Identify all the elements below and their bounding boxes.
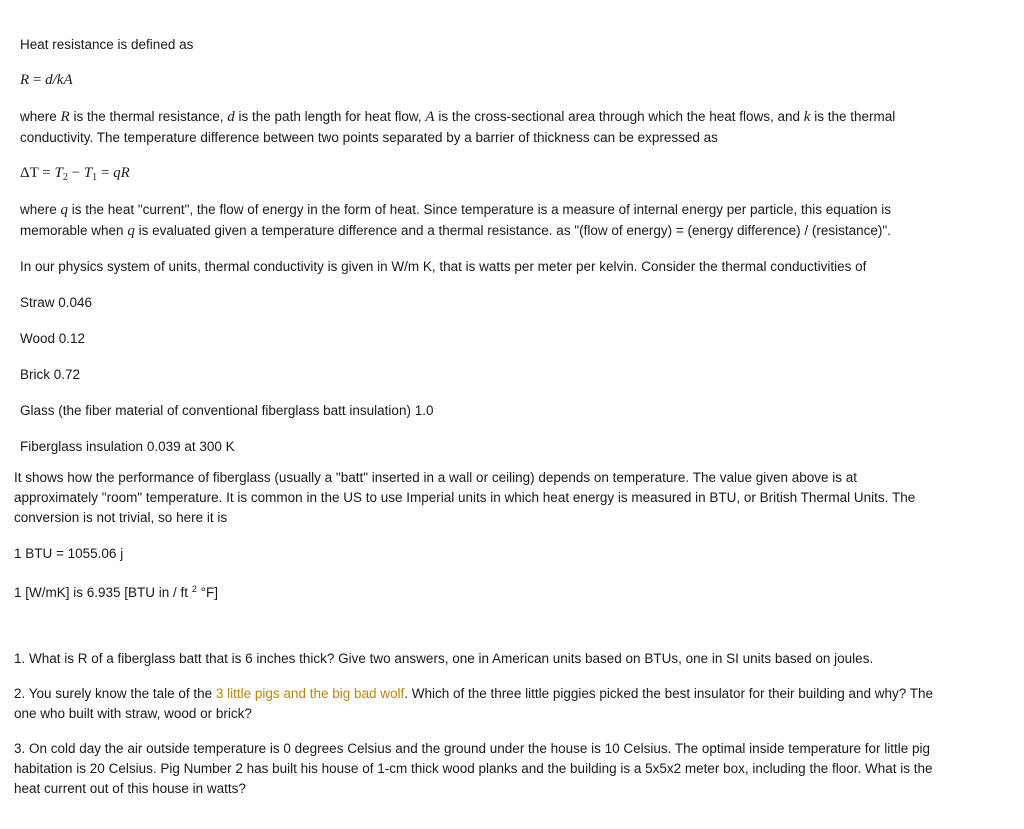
text-span: where <box>20 109 61 124</box>
symbol-qr: qR <box>113 165 130 181</box>
text-span: 2. You surely know the tale of the <box>14 686 216 701</box>
question-2-line-2: one who built with straw, wood or brick? <box>14 706 252 721</box>
btu-conversion: 1 BTU = 1055.06 j <box>14 546 124 561</box>
paragraph-line-1: It shows how the performance of fiberglass (usually a "batt" inserted in a wall or ceiling) depends on temperature. The value given above is at <box>14 470 858 485</box>
question-3-line-3: heat current out of this house in watts? <box>14 781 246 796</box>
equals-sign: = <box>97 165 114 181</box>
question-3-line-2: habitation is 20 Celsius. Pig Number 2 has built his house of 1-cm thick wood planks and the building is a 5x5x2 meter box, including the floor. What is the <box>14 761 933 776</box>
symbol-delta-t: ΔT <box>20 165 39 181</box>
where2-line-2 <box>20 221 891 242</box>
text-span: . Which of the three little piggies picked the best insulator for their building and why? The <box>404 686 934 701</box>
material-brick: Brick 0.72 <box>20 367 81 382</box>
symbol-a: A <box>425 109 435 125</box>
text-span: is the heat "current", the flow of energy in the form of heat. Since temperature is a measure of internal energy per particle, this equation is <box>68 202 892 217</box>
material-glass: Glass (the fiber material of conventional fiberglass batt insulation) 1.0 <box>20 403 434 418</box>
symbol-q: q <box>127 223 135 239</box>
three-pigs-link[interactable]: 3 little pigs and the big bad wolf <box>215 686 405 701</box>
material-straw: Straw 0.046 <box>20 295 93 310</box>
text-span: is the thermal <box>810 109 896 124</box>
equals-sign: = <box>29 72 46 88</box>
subscript: 2 <box>62 172 68 183</box>
material-wood: Wood 0.12 <box>20 331 86 346</box>
symbol-q: q <box>60 202 69 218</box>
text-span: memorable when <box>20 223 128 238</box>
where-line-1 <box>20 107 895 128</box>
symbol-r: R <box>60 109 70 125</box>
paragraph-line-3: conversion is not trivial, so here it is <box>14 510 228 525</box>
text-span: °F] <box>196 585 218 600</box>
text-span: where <box>20 202 61 217</box>
question-3-line-1: 3. On cold day the air outside temperature is 0 degrees Celsius and the ground under the house is 10 Celsius. The optimal inside temperature for little pig <box>14 741 931 756</box>
text-span: is evaluated given a temperature difference and a thermal resistance. as "(flow of energy) = (energy difference) / (resistance)". <box>134 223 891 238</box>
symbol-k: k <box>803 109 811 125</box>
question-2-line-1 <box>14 684 933 705</box>
symbol-d-over-ka: d/kA <box>45 72 73 88</box>
text-span: is the path length for heat flow, <box>234 109 426 124</box>
symbol-t: T <box>54 165 63 181</box>
where2-line-1 <box>20 200 891 221</box>
text-span: is the cross-sectional area through which the heat flows, and <box>434 109 804 124</box>
symbol-r: R <box>20 72 30 88</box>
equals-sign: = <box>38 165 55 181</box>
paragraph-line-2: approximately "room" temperature. It is common in the US to use Imperial units in which heat energy is measured in BTU, or British Thermal Units. The <box>14 490 916 505</box>
superscript: 2 <box>191 584 197 594</box>
symbol-d: d <box>227 109 235 125</box>
equation-temperature <box>20 163 130 189</box>
symbol-t: T <box>83 165 93 181</box>
text-span: 1 [W/mK] is 6.935 [BTU in / ft <box>14 585 192 600</box>
units-text: In our physics system of units, thermal conductivity is given in W/m K, that is watts per meter per kelvin. Consider the thermal conductivities of <box>20 259 867 274</box>
minus-sign: − <box>67 165 84 181</box>
text-span: is the thermal resistance, <box>69 109 228 124</box>
intro-text: Heat resistance is defined as <box>20 37 194 52</box>
where-line-2: conductivity. The temperature difference between two points separated by a barrier of thickness can be expressed as <box>20 130 718 145</box>
conductivity-conversion <box>14 579 218 604</box>
subscript: 1 <box>92 172 98 183</box>
equation-resistance <box>20 70 73 91</box>
material-fiberglass: Fiberglass insulation 0.039 at 300 K <box>20 439 235 454</box>
question-1: 1. What is R of a fiberglass batt that is 6 inches thick? Give two answers, one in American units based on BTUs, one in SI units based on joules. <box>14 651 874 666</box>
